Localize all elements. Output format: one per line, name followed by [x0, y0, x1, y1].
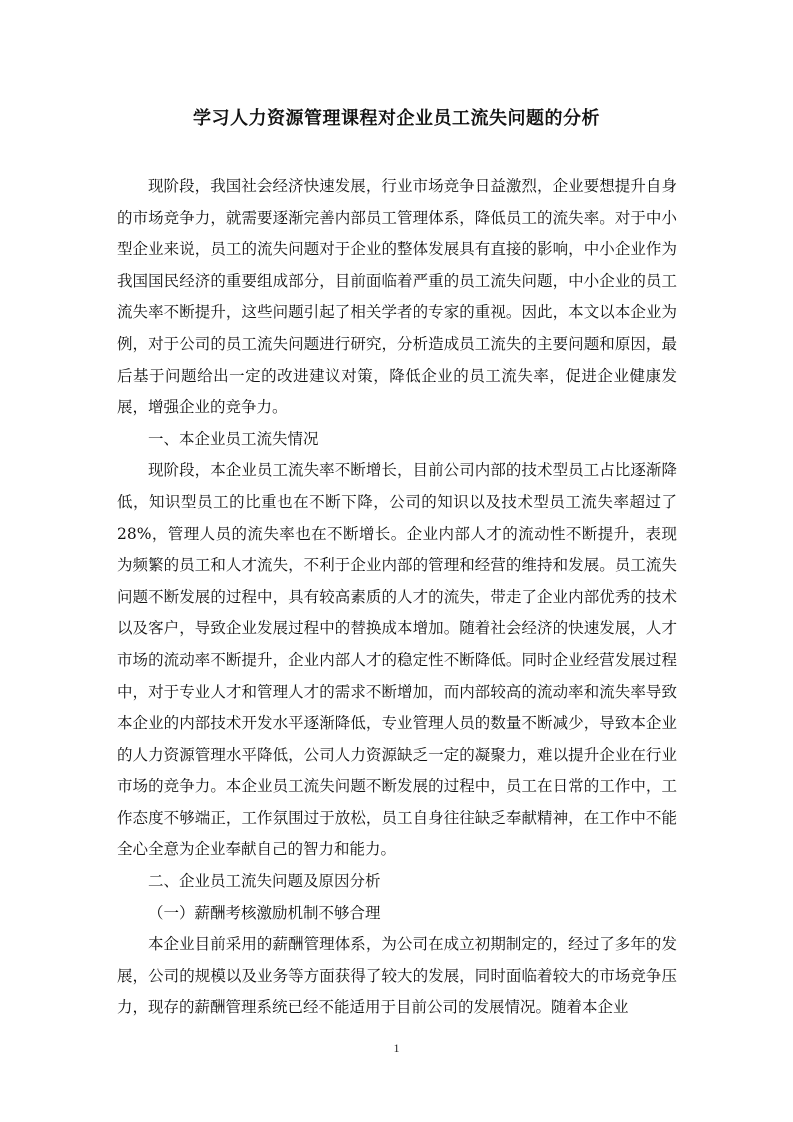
paragraph-intro: 现阶段，我国社会经济快速发展，行业市场竞争日益激烈，企业要想提升自身的市场竞争力，就需要逐渐完善内部员工管理体系，降低员工的流失率。对于中小型企业来说，员工的流失问题对于企业的整体发展具有直接的影响，中小企业作为我国国民经济的重要组成部分，目前面临着严重的员工流失问题，中小企业的员工流失率不断提升，这些问题引起了相关学者的专家的重视。因此，本文以本企业为例，对于公司的员工流失问题进行研究，分析造成员工流失的主要问题和原因，最后基于问题给出一定的改进建议对策，降低企业的员工流失率，促进企业健康发展，增强企业的竞争力。 — [117, 177, 677, 417]
subsection-heading-2-1: （一）薪酬考核激励机制不够合理 — [148, 903, 381, 922]
section-heading-1: 一、本企业员工流失情况 — [148, 429, 319, 448]
paragraph-subsection-2-1: 本企业目前采用的薪酬管理体系，为公司在成立初期制定的，经过了多年的发展，公司的规模以及业务等方面获得了较大的发展，同时面临着较大的市场竞争压力，现存的薪酬管理系统已经不能适用于目前公司的发展情况。随着本企业 — [117, 935, 677, 1017]
document-title: 学习人力资源管理课程对企业员工流失问题的分析 — [193, 108, 600, 129]
page-number: 1 — [393, 1041, 400, 1055]
document-body — [117, 171, 677, 1024]
paragraph-section-1: 现阶段，本企业员工流失率不断增长，目前公司内部的技术型员工占比逐渐降低，知识型员工的比重也在不断下降，公司的知识以及技术型员工流失率超过了 28%，管理人员的流失率也在不断增长。企业内部人才的流动性不断提升，表现为频繁的员工和人才流失，不利于企业内部的管理和经营的维持和发展。员工流失问题不断发展的过程中，具有较高素质的人才的流失，带走了企业内部优秀的技术以及客户，导致企业发展过程中的替换成本增加。随着社会经济的快速发展，人才市场的流动率不断提升，企业内部人才的稳定性不断降低。同时企业经营发展过程中，对于专业人才和管理人才的需求不断增加，而内部较高的流动率和流失率导致本企业的内部技术开发水平逐渐降低，专业管理人员的数量不断减少，导致本企业的人力资源管理水平降低，公司人力资源缺乏一定的凝聚力，难以提升企业在行业市场的竞争力。本企业员工流失问题不断发展的过程中，员工在日常的工作中，工作态度不够端正，工作氛围过于放松，员工自身往往缺乏奉献精神，在工作中不能全心全意为企业奉献自己的智力和能力。 — [117, 461, 677, 859]
section-heading-2: 二、企业员工流失问题及原因分析 — [148, 872, 381, 891]
